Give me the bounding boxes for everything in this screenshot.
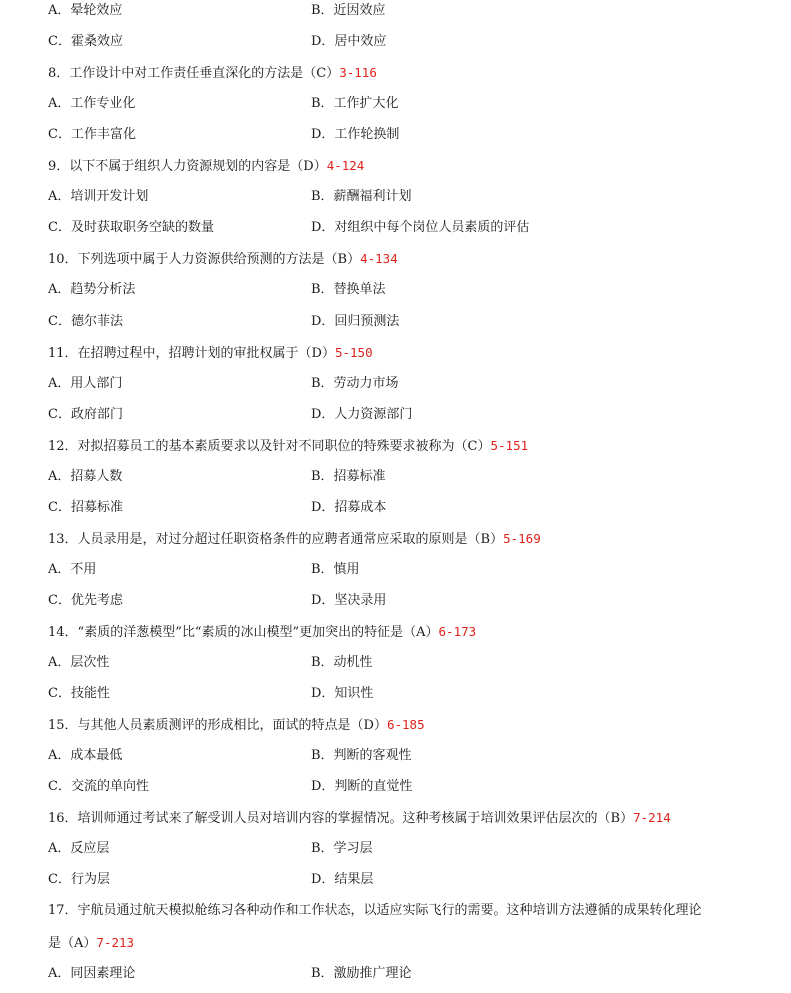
option-right: D．坚决录用	[311, 593, 387, 608]
question-stem	[48, 622, 476, 643]
question-text: 12．对拟招募员工的基本素质要求以及针对不同职位的特殊要求被称为（C）	[48, 439, 491, 454]
question-stem	[48, 343, 373, 364]
page-reference: 6-173	[438, 624, 477, 639]
question-text: 16．培训师通过考试来了解受训人员对培训内容的掌握情况。这种考核属于培训效果评估层次的（B）	[48, 811, 634, 826]
question-stem	[48, 529, 541, 550]
option-left: A．培训开发计划	[48, 189, 149, 204]
option-right: B．劳动力市场	[311, 376, 399, 391]
option-right: B．近因效应	[311, 3, 386, 18]
option-left: A．层次性	[48, 655, 110, 670]
question-stem	[48, 63, 377, 84]
option-left: C．行为层	[48, 872, 110, 887]
question-text: 9．以下不属于组织人力资源规划的内容是（D）	[48, 159, 327, 174]
option-left: C．工作丰富化	[48, 127, 136, 142]
option-right: B．薪酬福利计划	[311, 189, 412, 204]
page-reference: 4-124	[326, 158, 365, 173]
option-left: C．德尔菲法	[48, 314, 123, 329]
option-right: B．激励推广理论	[311, 966, 412, 981]
option-right: B．工作扩大化	[311, 96, 399, 111]
question-stem	[48, 715, 425, 736]
option-left: A．招募人数	[48, 469, 123, 484]
page-reference: 5-151	[490, 438, 529, 453]
option-right: D．工作轮换制	[311, 127, 400, 142]
option-left: A．不用	[48, 562, 97, 577]
option-left: C．优先考虑	[48, 593, 123, 608]
page-reference: 6-185	[386, 717, 425, 732]
page-reference: 5-150	[334, 345, 373, 360]
option-right: D．判断的直觉性	[311, 779, 413, 794]
question-stem	[48, 249, 398, 270]
option-right: B．动机性	[311, 655, 373, 670]
option-right: B．学习层	[311, 841, 373, 856]
question-text: 10．下列选项中属于人力资源供给预测的方法是（B）	[48, 252, 361, 267]
option-right: B．慎用	[311, 562, 360, 577]
question-stem	[48, 808, 671, 829]
option-left: A．反应层	[48, 841, 110, 856]
question-text: 15．与其他人员素质测评的形成相比，面试的特点是（D）	[48, 718, 387, 733]
option-right: D．知识性	[311, 686, 374, 701]
option-left: C．霍桑效应	[48, 34, 123, 49]
page-reference: 3-116	[339, 65, 377, 80]
option-right: D．对组织中每个岗位人员素质的评估	[311, 220, 530, 235]
question-text: 是（A）	[48, 936, 97, 951]
question-text: 17．宇航员通过航天模拟舱练习各种动作和工作状态，以适应实际飞行的需要。这种培训方法遵循的成果转化理论	[48, 903, 702, 918]
option-left: A．用人部门	[48, 376, 123, 391]
option-right: B．判断的客观性	[311, 748, 412, 763]
question-text: 14．“素质的洋葱模型”比“素质的冰山模型”更加突出的特征是（A）	[48, 625, 439, 640]
question-stem	[48, 156, 364, 177]
option-left: C．招募标准	[48, 500, 123, 515]
option-left: A．工作专业化	[48, 96, 136, 111]
page-reference: 7-214	[633, 810, 671, 825]
page-reference: 7-213	[96, 935, 135, 950]
page-reference: 5-169	[503, 531, 541, 546]
option-left: C．技能性	[48, 686, 110, 701]
question-stem	[48, 436, 528, 457]
option-left: C．政府部门	[48, 407, 123, 422]
question-stem	[48, 901, 702, 921]
option-right: B．替换单法	[311, 282, 386, 297]
option-left: A．趋势分析法	[48, 282, 136, 297]
question-text: 8．工作设计中对工作责任垂直深化的方法是（C）	[48, 66, 340, 81]
question-text: 13．人员录用是，对过分超过任职资格条件的应聘者通常应采取的原则是（B）	[48, 532, 504, 547]
option-right: D．人力资源部门	[311, 407, 413, 422]
option-right: D．招募成本	[311, 500, 387, 515]
option-right: D．回归预测法	[311, 314, 400, 329]
question-text: 11．在招聘过程中，招聘计划的审批权属于（D）	[48, 346, 335, 361]
question-stem	[48, 933, 134, 954]
option-left: C．交流的单向性	[48, 779, 149, 794]
option-right: D．结果层	[311, 872, 374, 887]
option-right: B．招募标准	[311, 469, 386, 484]
option-left: C．及时获取职务空缺的数量	[48, 220, 214, 235]
page-reference: 4-134	[360, 251, 398, 266]
option-left: A．晕轮效应	[48, 3, 123, 18]
option-right: D．居中效应	[311, 34, 387, 49]
option-left: A．同因素理论	[48, 966, 136, 981]
option-left: A．成本最低	[48, 748, 123, 763]
